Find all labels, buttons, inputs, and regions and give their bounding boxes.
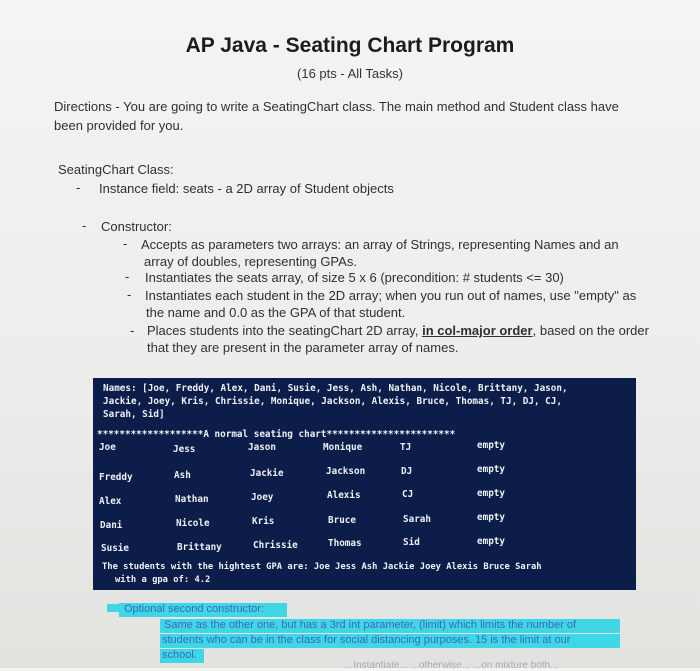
constructor-bullet-1-line-2: array of doubles, representing GPAs. bbox=[144, 254, 357, 269]
constructor-bullet-4-line-2: that they are present in the parameter array of names. bbox=[147, 340, 459, 355]
seat-cell: empty bbox=[477, 512, 505, 523]
page-subtitle: (16 pts - All Tasks) bbox=[297, 66, 403, 81]
seat-cell: Alexis bbox=[327, 490, 361, 501]
dash-bullet: - bbox=[82, 218, 87, 233]
col-major-emphasis: in col-major order bbox=[422, 323, 533, 338]
seat-cell: Nicole bbox=[176, 518, 210, 529]
constructor-bullet-3-line-2: the name and 0.0 as the GPA of that student. bbox=[146, 305, 406, 320]
seat-cell: Joe bbox=[99, 442, 116, 453]
seat-cell: Freddy bbox=[99, 472, 133, 483]
seat-cell: Nathan bbox=[175, 494, 209, 505]
optional-line-1: Same as the other one, but has a 3rd int parameter, (limit) which limits the number of bbox=[164, 619, 577, 631]
seat-cell: empty bbox=[477, 536, 505, 547]
console-output bbox=[93, 378, 636, 590]
seat-cell: Kris bbox=[252, 516, 275, 527]
dash-bullet: - bbox=[76, 180, 81, 195]
seat-cell: Jason bbox=[248, 442, 276, 453]
seat-cell: Thomas bbox=[328, 538, 362, 549]
directions-line-2: been provided for you. bbox=[54, 118, 184, 133]
constructor-bullet-1-line-1: Accepts as parameters two arrays: an array of Strings, representing Names and an bbox=[141, 237, 619, 252]
names-line-3: Sarah, Sid] bbox=[103, 409, 165, 420]
seat-cell: Chrissie bbox=[253, 540, 298, 551]
constructor-label: Constructor: bbox=[101, 219, 172, 234]
instance-field-text: Instance field: seats - a 2D array of Student objects bbox=[99, 181, 394, 196]
optional-constructor-heading: Optional second constructor: bbox=[124, 603, 265, 615]
highest-gpa-line-2: with a gpa of: 4.2 bbox=[115, 575, 211, 585]
seatingchart-heading: SeatingChart Class: bbox=[58, 162, 174, 177]
dash-bullet: - bbox=[125, 269, 130, 284]
highest-gpa-line-1: The students with the hightest GPA are: Joe Jess Ash Jackie Joey Alexis Bruce Sarah bbox=[102, 562, 542, 572]
seat-cell: empty bbox=[477, 488, 505, 499]
seat-cell: Jackie bbox=[250, 468, 284, 479]
seat-cell: Sarah bbox=[403, 514, 431, 525]
names-line-2: Jackie, Joey, Kris, Chrissie, Monique, Jackson, Alexis, Bruce, Thomas, TJ, DJ, CJ, bbox=[103, 396, 562, 407]
seat-cell: Susie bbox=[101, 543, 129, 554]
seat-cell: Bruce bbox=[328, 515, 356, 526]
seat-cell: Monique bbox=[323, 442, 363, 453]
seat-cell: Joey bbox=[251, 492, 274, 503]
constructor-bullet-3-line-1: Instantiates each student in the 2D array; when you run out of names, use "empty" as bbox=[145, 288, 637, 303]
seat-cell: empty bbox=[477, 464, 505, 475]
names-line-1: Names: [Joe, Freddy, Alex, Dani, Susie, Jess, Ash, Nathan, Nicole, Brittany, Jason, bbox=[103, 383, 568, 394]
seat-cell: Brittany bbox=[177, 542, 222, 553]
highlight-mark bbox=[107, 604, 119, 612]
dash-bullet: - bbox=[123, 236, 128, 251]
bullet-4-suffix: , based on the order bbox=[532, 323, 649, 338]
dash-bullet: - bbox=[127, 287, 132, 302]
directions-line-1: Directions - You are going to write a SeatingChart class. The main method and Student class have bbox=[54, 99, 619, 114]
constructor-bullet-2: Instantiates the seats array, of size 5 x 6 (precondition: # students <= 30) bbox=[145, 270, 564, 285]
seat-cell: Jackson bbox=[326, 466, 366, 477]
optional-line-4-cutoff: ...Instantiate... ...otherwise... ...on mixture both... bbox=[345, 660, 559, 671]
constructor-bullet-4-line-1 bbox=[147, 322, 649, 340]
bullet-4-prefix: Places students into the seatingChart 2D array, bbox=[147, 323, 423, 338]
optional-line-2: students who can be in the class for social distancing purposes. 15 is the limit at our bbox=[162, 634, 571, 646]
seat-cell: CJ bbox=[402, 489, 414, 500]
seat-cell: Alex bbox=[99, 496, 122, 507]
page-title: AP Java - Seating Chart Program bbox=[185, 34, 515, 57]
optional-line-3: school. bbox=[162, 649, 197, 661]
seat-cell: Jess bbox=[173, 444, 196, 455]
seat-cell: Dani bbox=[100, 520, 123, 531]
seat-cell: empty bbox=[477, 440, 505, 451]
seat-cell: TJ bbox=[400, 442, 412, 453]
seat-cell: DJ bbox=[401, 466, 413, 477]
seat-cell: Ash bbox=[174, 470, 191, 481]
seat-cell: Sid bbox=[403, 537, 420, 548]
seating-banner: *******************A normal seating chart*********************** bbox=[97, 429, 456, 440]
dash-bullet: - bbox=[130, 323, 135, 338]
